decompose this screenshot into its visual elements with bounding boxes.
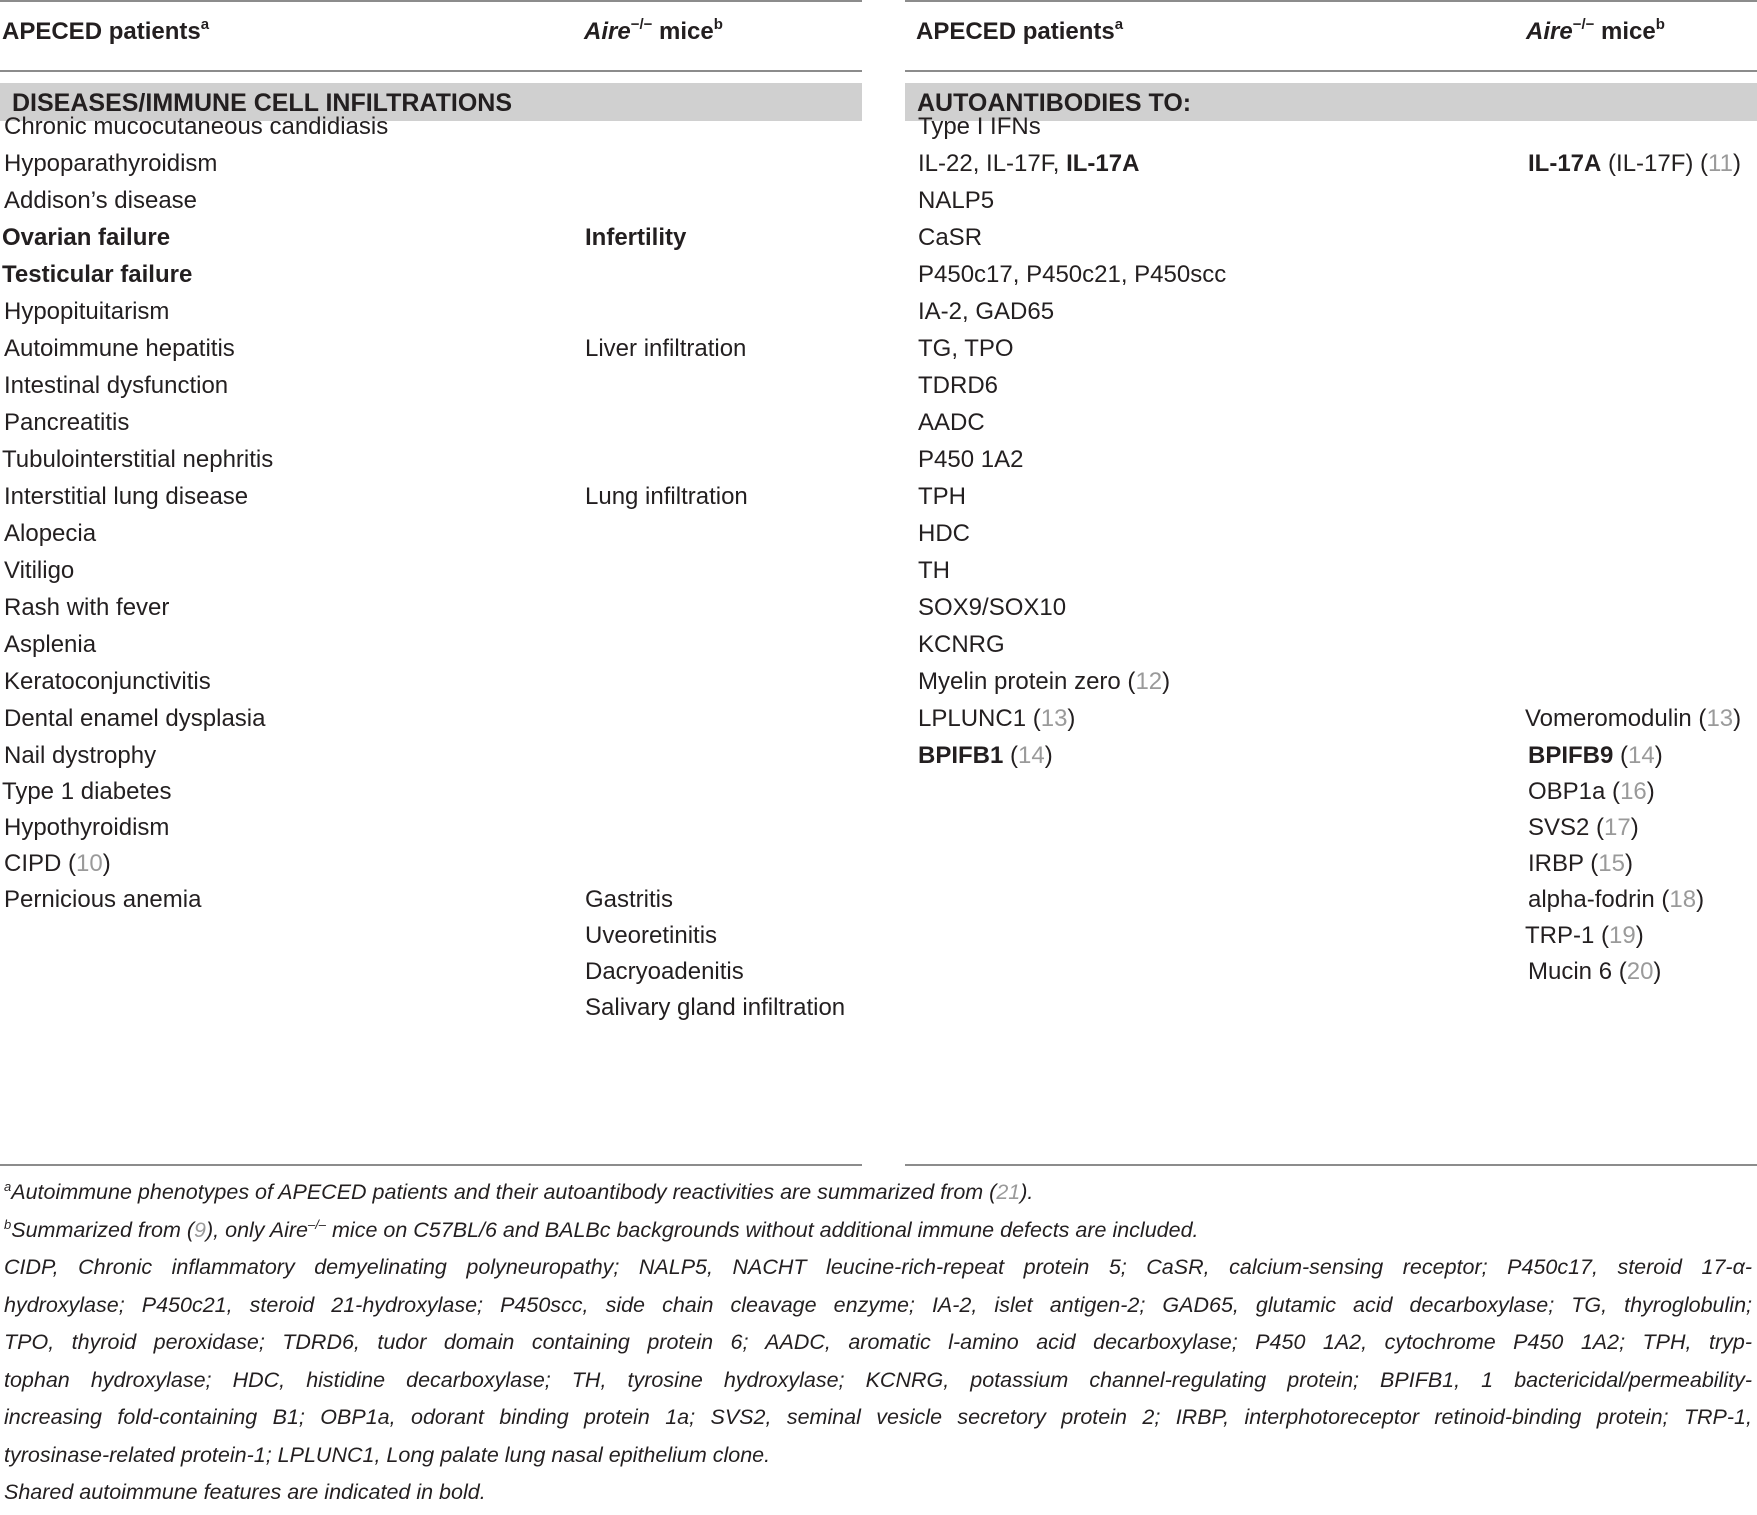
cell-text: TH	[918, 557, 950, 584]
right-row-2-mice: IL-17A (IL-17F) (11)	[1528, 150, 1741, 177]
cell-text: Dental enamel dysplasia	[4, 705, 266, 732]
footnote-b: $^b$Summarized from (9), only Aire–/– mice on C57BL/6 and BALBc backgrounds without additional immune defects are included.	[4, 1216, 1199, 1242]
header-apeced-patients-right: APECED patients$^a$	[916, 16, 1124, 45]
cell-text: Salivary gland infiltration	[585, 994, 846, 1021]
reference-number: 15	[1598, 850, 1625, 877]
bottom-rule-right	[905, 1164, 1757, 1166]
right-row-13-patients	[918, 556, 950, 586]
right-row-18-mice: BPIFB9 (14)	[1528, 742, 1663, 769]
left-row-21-patients: CIPD (10)	[4, 850, 111, 877]
right-row-20-mice: SVS2 (17)	[1528, 814, 1639, 841]
left-row-12-patients	[4, 519, 96, 549]
cell-text: Hypopituitarism	[4, 298, 170, 325]
left-row-22-mice	[585, 885, 673, 915]
cell-text: Asplenia	[4, 631, 97, 658]
right-row-2-patients	[918, 149, 1139, 179]
right-row-17-mice: Vomeromodulin (13)	[1525, 705, 1742, 732]
header-aire-mice-right: Aire−/− mice$^b$	[1526, 16, 1665, 45]
cell-text: HDC	[918, 520, 970, 547]
left-row-18-patients	[4, 741, 156, 771]
left-row-10-patients	[2, 445, 273, 475]
right-row-7-patients	[918, 334, 1014, 364]
right-row-10-patients	[918, 445, 1023, 475]
cell-text: Addison’s disease	[4, 187, 198, 214]
cell-text: Dacryoadenitis	[585, 958, 744, 985]
left-row-1-patients	[4, 112, 388, 142]
right-row-6-patients	[918, 297, 1054, 327]
reference-number: 14	[1018, 742, 1045, 769]
section-title-autoantibodies: AUTOANTIBODIES TO:	[917, 89, 1192, 117]
reference-number: 12	[1135, 668, 1163, 695]
cell-text: Rash with fever	[4, 594, 170, 621]
footnote-a: $^a$Autoimmune phenotypes of APECED patients and their autoantibody reactivities are summarized from (21).	[4, 1179, 1034, 1204]
cell-text-bold: BPIFB1	[918, 742, 1004, 769]
right-row-9-patients	[918, 408, 985, 438]
reference-number: 14	[1628, 742, 1655, 769]
left-row-16-patients	[4, 667, 211, 697]
cell-text: NALP5	[918, 187, 995, 214]
cell-text: Keratoconjunctivitis	[4, 668, 211, 695]
right-row-4-patients	[918, 223, 982, 253]
left-row-23-mice	[585, 921, 717, 951]
abbrev-line: CIDP, Chronic inflammatory demyelinating polyneuropathy; NALP5, NACHT leucine-rich-repeat protein 5; CaSR, calcium-sensing receptor; P450c17, steroid 17-α-	[4, 1255, 1752, 1279]
right-row-16-patients: Myelin protein zero (12)	[918, 668, 1171, 695]
left-row-2-patients	[4, 149, 217, 179]
top-rule-left	[0, 0, 862, 2]
table-footnotes	[4, 1174, 1752, 1512]
reference-number: 13	[1040, 705, 1068, 732]
footnote-shared-bold: Shared autoimmune features are indicated in bold.	[4, 1480, 486, 1504]
reference-number: 13	[1706, 705, 1734, 732]
cell-text: IA-2, GAD65	[918, 298, 1055, 325]
cell-text-bold: Infertility	[585, 224, 687, 251]
left-row-7-patients	[4, 334, 235, 364]
cell-text: Intestinal dysfunction	[4, 372, 229, 399]
cell-text: KCNRG	[918, 631, 1005, 658]
left-row-4-patients	[2, 223, 170, 253]
cell-text: P450 1A2	[918, 446, 1024, 473]
reference-number: 10	[76, 850, 103, 877]
cell-text: Type I IFNs	[918, 113, 1041, 140]
section-title-diseases: DISEASES/IMMUNE CELL INFILTRATIONS	[12, 89, 513, 117]
bottom-rule-left	[0, 1164, 862, 1166]
cell-text: SVS2	[1528, 814, 1590, 841]
left-row-4-mice	[585, 223, 686, 253]
cell-text: Pancreatitis	[4, 409, 130, 436]
left-row-9-patients	[4, 408, 129, 438]
left-row-17-patients	[4, 704, 265, 734]
cell-text: Nail dystrophy	[4, 742, 157, 769]
right-row-23-mice: TRP-1 (19)	[1525, 922, 1644, 949]
left-row-15-patients	[4, 630, 96, 660]
cell-text: IL-22, IL-17F,	[918, 150, 1067, 177]
cell-text: TDRD6	[918, 372, 999, 399]
cell-text: Interstitial lung disease	[4, 483, 249, 510]
left-row-19-patients	[2, 777, 171, 807]
cell-text: Vomeromodulin	[1525, 705, 1692, 732]
right-row-12-patients	[918, 519, 970, 549]
right-row-24-mice: Mucin 6 (20)	[1528, 958, 1662, 985]
header-aire-mice-left: Aire−/− mice$^b$	[584, 16, 723, 45]
cell-text-bold: Ovarian failure	[2, 224, 171, 251]
cell-text: Vitiligo	[4, 557, 75, 584]
right-row-11-patients	[918, 482, 966, 512]
reference-number: 11	[1708, 150, 1733, 177]
left-row-24-mice	[585, 957, 744, 987]
right-row-18-patients: BPIFB1 (14)	[918, 742, 1053, 769]
abbrev-line: increasing fold-containing B1; OBP1a, odorant binding protein 1a; SVS2, seminal vesicle secretory protein 2; IRBP, interphotoreceptor retinoid-binding protein; TRP-1,	[4, 1405, 1752, 1429]
reference-number: 18	[1669, 886, 1697, 913]
left-row-11-mice	[585, 482, 748, 512]
cell-text: CIPD	[4, 850, 62, 877]
cell-text: OBP1a	[1528, 778, 1606, 805]
left-row-8-patients	[4, 371, 228, 401]
cell-text-bold: IL-17A	[1528, 150, 1602, 177]
cell-text: Mucin 6	[1528, 958, 1613, 985]
cell-text: Autoimmune hepatitis	[4, 335, 235, 362]
cell-text: Type 1 diabetes	[2, 778, 172, 805]
cell-text-bold: IL-17A	[1066, 150, 1140, 177]
cell-text: P450c17, P450c21, P450scc	[918, 261, 1227, 288]
cell-text: alpha-fodrin	[1528, 886, 1655, 913]
header-apeced-patients-left: APECED patients$^a$	[2, 16, 210, 45]
right-row-22-mice: alpha-fodrin (18)	[1528, 886, 1705, 913]
cell-text: LPLUNC1	[918, 705, 1027, 732]
right-row-8-patients	[918, 371, 998, 401]
left-row-7-mice	[585, 334, 746, 364]
abbrev-line: TPO, thyroid peroxidase; TDRD6, tudor domain containing protein 6; AADC, aromatic l-amino acid decarboxylase; P450 1A2, cytochrome P450 1A2; TPH, tryp-	[4, 1330, 1752, 1354]
top-rule-right	[905, 0, 1757, 2]
cell-text: Myelin protein zero	[918, 668, 1121, 695]
cell-text: Gastritis	[585, 886, 674, 913]
cell-text: Pernicious anemia	[4, 886, 202, 913]
right-row-17-patients: LPLUNC1 (13)	[918, 705, 1076, 732]
cell-text: Tubulointerstitial nephritis	[2, 446, 274, 473]
cell-text: CaSR	[918, 224, 983, 251]
cell-text-bold: Testicular failure	[2, 261, 193, 288]
abbrev-line: hydroxylase; P450c21, steroid 21-hydroxylase; P450scc, side chain cleavage enzyme; IA-2, islet antigen-2; GAD65, glutamic acid decarboxylase; TG, thyroglobulin;	[4, 1292, 1752, 1317]
left-row-11-patients	[4, 482, 248, 512]
reference-number: 19	[1609, 922, 1636, 949]
cell-text: TPH	[918, 483, 966, 510]
left-row-13-patients	[4, 556, 74, 586]
footnote-abbreviations	[4, 1249, 1752, 1474]
right-row-19-mice: OBP1a (16)	[1528, 778, 1655, 805]
left-row-6-patients	[4, 297, 169, 327]
cell-text: AADC	[918, 409, 985, 436]
cell-text: Alopecia	[4, 520, 97, 547]
left-row-14-patients	[4, 593, 169, 623]
header-rule-left	[0, 70, 862, 72]
cell-text: Hypothyroidism	[4, 814, 170, 841]
cell-text: Lung infiltration	[585, 483, 748, 510]
cell-text-bold: BPIFB9	[1528, 742, 1614, 769]
cell-text: TRP-1	[1525, 922, 1595, 949]
cell-text: SOX9/SOX10	[918, 594, 1067, 621]
abbrev-line: tophan hydroxylase; HDC, histidine decarboxylase; TH, tyrosine hydroxylase; KCNRG, potassium channel-regulating protein; BPIFB1, 1 bactericidal/permeability-	[4, 1367, 1752, 1392]
left-row-22-patients	[4, 885, 201, 915]
right-row-21-mice: IRBP (15)	[1528, 850, 1633, 877]
left-row-20-patients	[4, 813, 169, 843]
cell-text: Uveoretinitis	[585, 922, 718, 949]
abbrev-line: tyrosinase-related protein-1; LPLUNC1, Long palate lung nasal epithelium clone.	[4, 1442, 771, 1467]
cell-text: TG, TPO	[918, 335, 1014, 362]
left-row-5-patients	[2, 260, 192, 290]
right-row-5-patients	[918, 260, 1226, 290]
header-rule-right	[905, 70, 1757, 72]
reference-number: 17	[1604, 814, 1631, 841]
right-row-14-patients	[918, 593, 1066, 623]
cell-text: Chronic mucocutaneous candidiasis	[4, 113, 389, 140]
right-row-15-patients	[918, 630, 1005, 660]
cell-text: IRBP	[1528, 850, 1584, 877]
cell-text: Hypoparathyroidism	[4, 150, 218, 177]
left-row-3-patients	[4, 186, 197, 216]
cell-text: Liver infiltration	[585, 335, 747, 362]
reference-number: 16	[1620, 778, 1647, 805]
right-row-1-patients	[918, 112, 1041, 142]
cell-text: (IL-17F) (	[1601, 150, 1709, 177]
right-row-3-patients	[918, 186, 994, 216]
reference-number: 20	[1626, 958, 1654, 985]
left-row-25-mice	[585, 993, 845, 1023]
